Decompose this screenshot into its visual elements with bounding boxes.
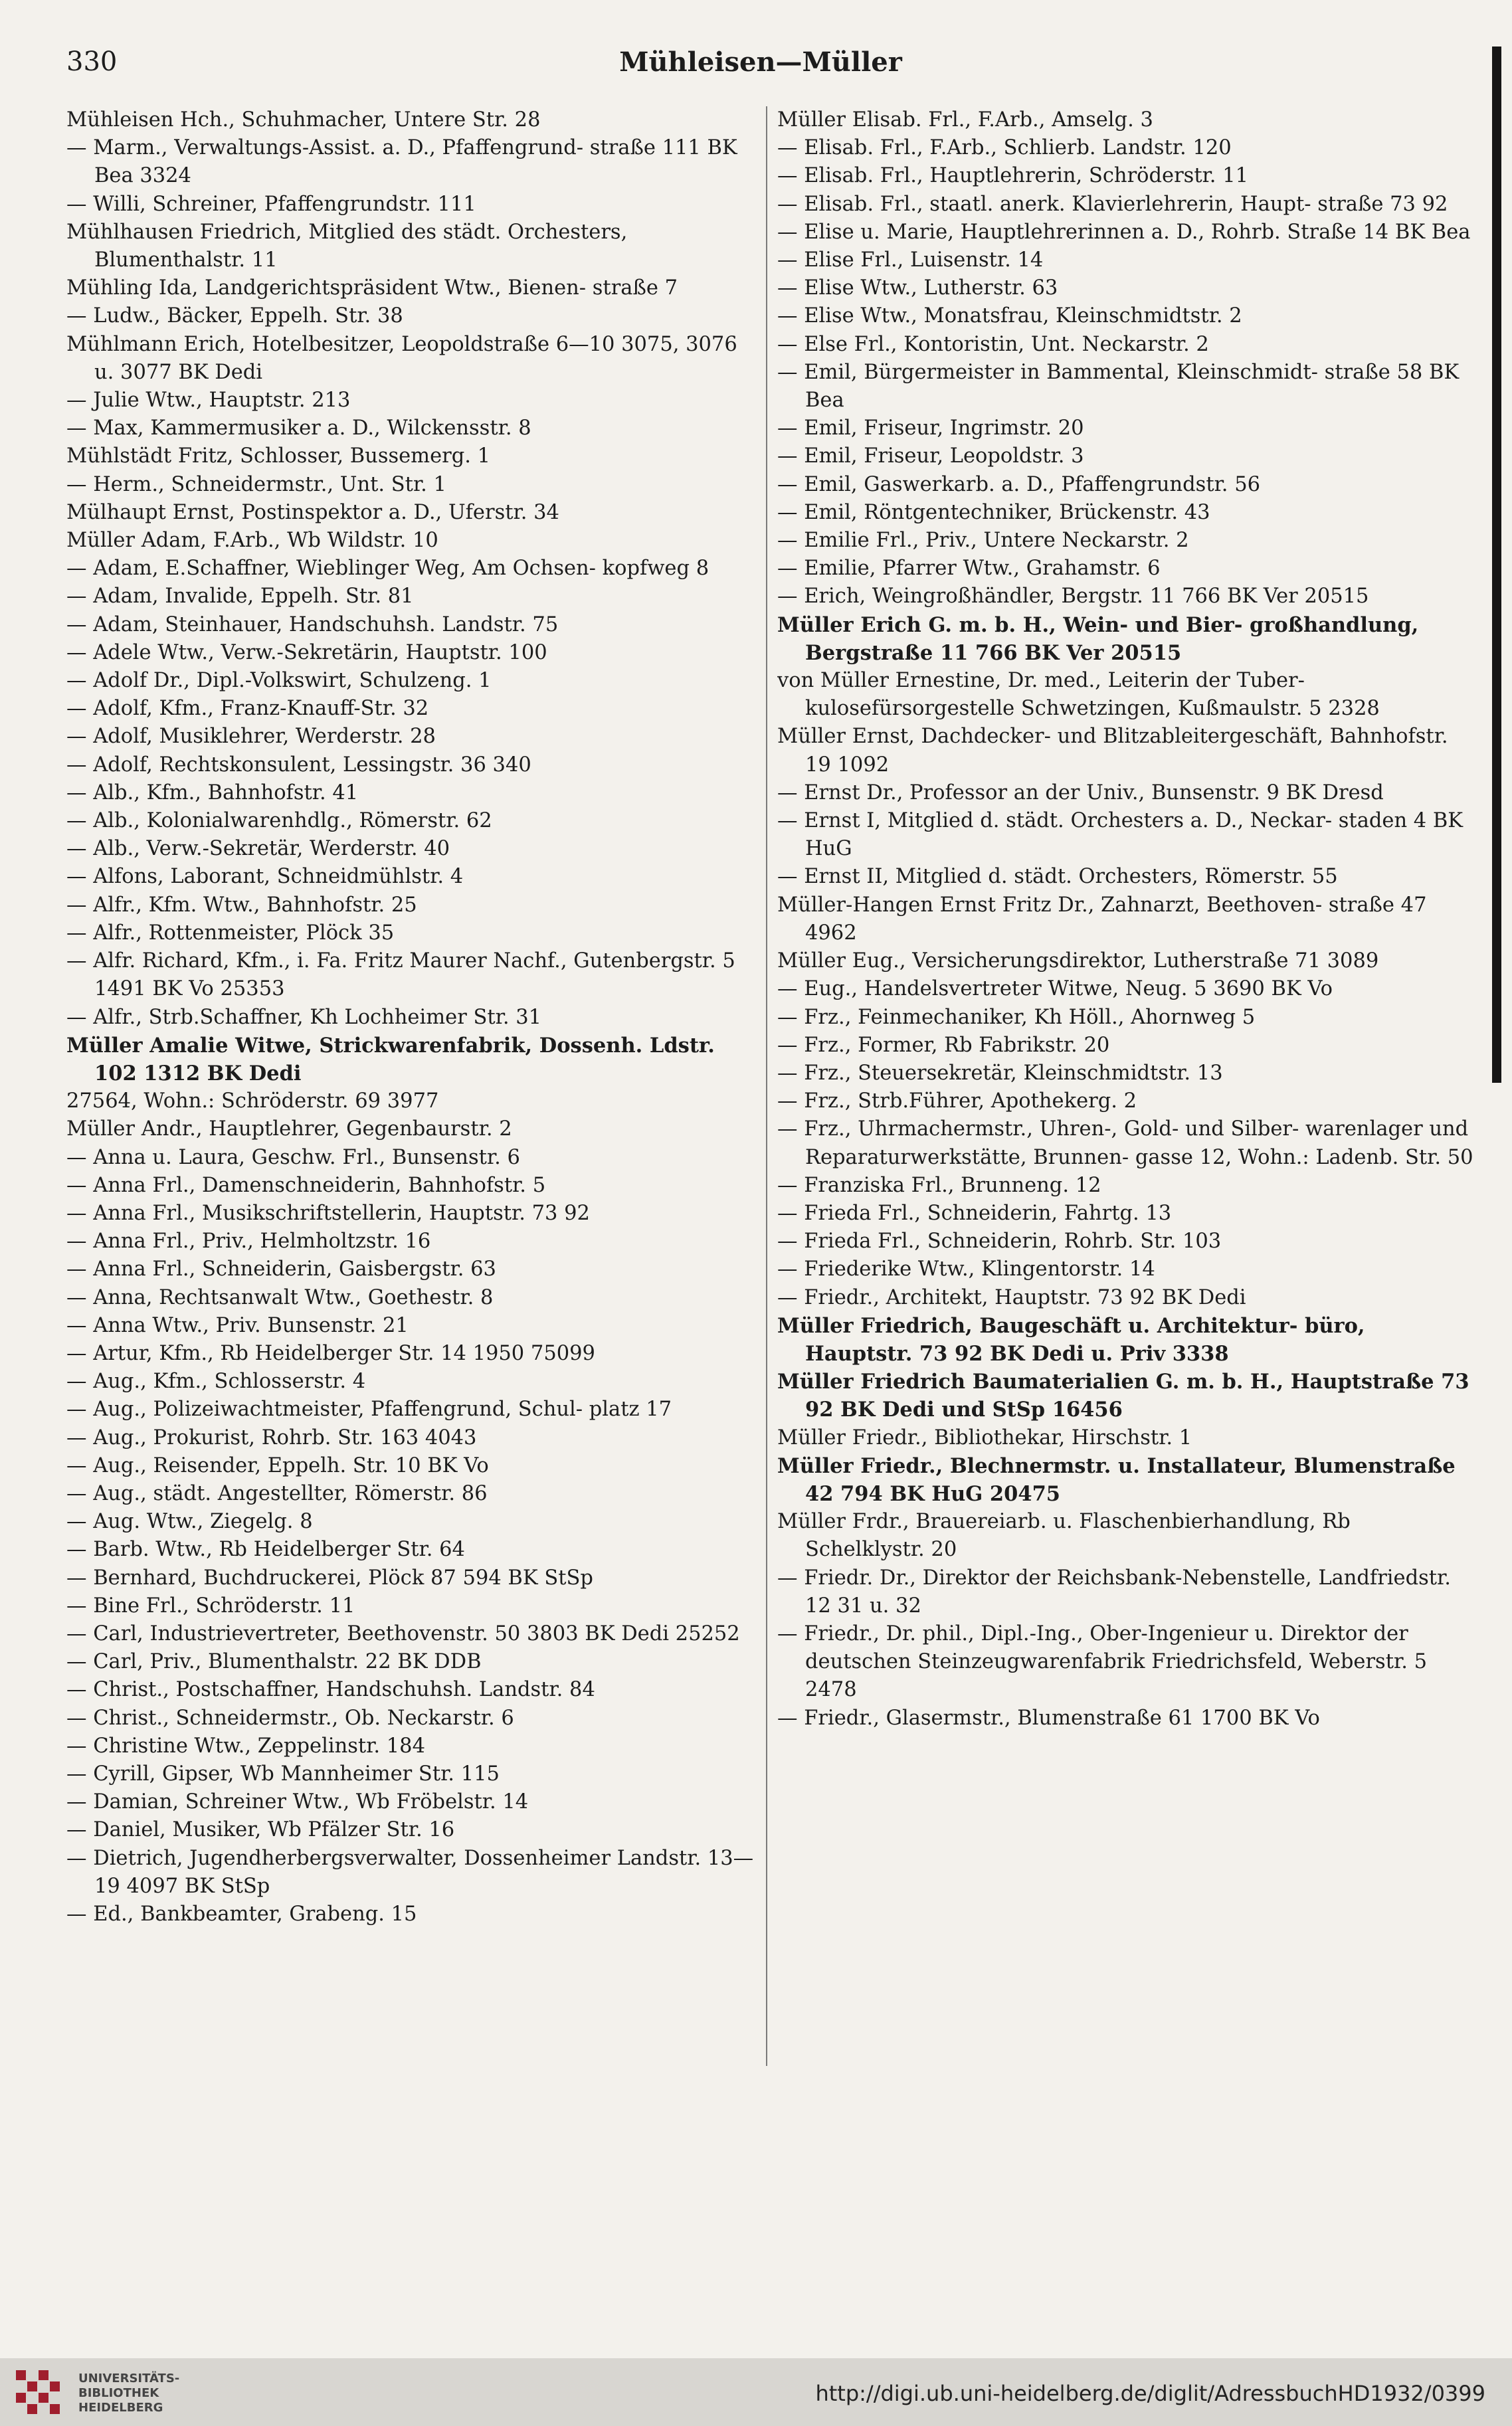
logo-square bbox=[39, 2393, 48, 2403]
directory-entry: Müller Amalie Witwe, Strickwarenfabrik, Dossenh. Ldstr. 102 1312 BK Dedi bbox=[66, 1033, 715, 1085]
directory-entry: — Adam, Invalide, Eppelh. Str. 81 bbox=[66, 585, 414, 608]
directory-entry: — Adam, E.Schaffner, Wieblinger Weg, Am Ochsen- kopfweg 8 bbox=[66, 557, 709, 581]
logo-square bbox=[50, 2381, 60, 2391]
directory-entry: — Friedr., Architekt, Hauptstr. 73 92 BK Dedi bbox=[777, 1285, 1246, 1309]
directory-entry: — Anna Wtw., Priv. Bunsenstr. 21 bbox=[66, 1313, 409, 1337]
directory-entry: — Emil, Gaswerkarb. a. D., Pfaffengrundstr. 56 bbox=[777, 472, 1261, 496]
directory-entry: — Frz., Uhrmachermstr., Uhren-, Gold- und Silber- warenlager und Reparaturwerkstätte, Brunnen- gasse 12, Wohn.: Ladenb. Str. 50 bbox=[777, 1117, 1473, 1169]
directory-entry: — Aug., Polizeiwachtmeister, Pfaffengrund, Schul- platz 17 bbox=[66, 1398, 672, 1422]
directory-entry: — Elisab. Frl., Hauptlehrerin, Schröderstr. 11 bbox=[777, 164, 1249, 188]
directory-entry: — Anna Frl., Damenschneiderin, Bahnhofstr. 5 bbox=[66, 1173, 546, 1197]
university-library-logo-icon bbox=[12, 2366, 64, 2418]
page-number: 330 bbox=[66, 47, 118, 77]
directory-entry: — Anna, Rechtsanwalt Wtw., Goethestr. 8 bbox=[66, 1285, 494, 1309]
directory-entry: — Elise Wtw., Lutherstr. 63 bbox=[777, 276, 1058, 300]
page-title: Mühleisen—Müller bbox=[619, 47, 902, 78]
directory-entry: — Herm., Schneidermstr., Unt. Str. 1 bbox=[66, 472, 446, 496]
directory-entry: — Else Frl., Kontoristin, Unt. Neckarstr. 2 bbox=[777, 332, 1209, 356]
directory-entry: — Eug., Handelsvertreter Witwe, Neug. 5 3690 BK Vo bbox=[777, 977, 1333, 1001]
directory-entry: Müller Ernst, Dachdecker- und Blitzableitergeschäft, Bahnhofstr. 19 1092 bbox=[777, 725, 1448, 777]
directory-entry: — Christ., Schneidermstr., Ob. Neckarstr. 6 bbox=[66, 1706, 514, 1730]
directory-entry: — Aug., Prokurist, Rohrb. Str. 163 4043 bbox=[66, 1426, 477, 1449]
directory-entry: — Elisab. Frl., F.Arb., Schlierb. Landstr. 120 bbox=[777, 136, 1232, 160]
directory-entry: — Carl, Industrievertreter, Beethovenstr. 50 3803 BK Dedi 25252 bbox=[66, 1622, 740, 1645]
logo-square bbox=[16, 2370, 26, 2380]
directory-entry: — Damian, Schreiner Wtw., Wb Fröbelstr. 14 bbox=[66, 1790, 529, 1814]
directory-entry: — Friedr. Dr., Direktor der Reichsbank-Nebenstelle, Landfriedstr. 12 31 u. 32 bbox=[777, 1566, 1451, 1618]
edge-bar bbox=[1492, 47, 1501, 1083]
directory-entry: — Ludw., Bäcker, Eppelh. Str. 38 bbox=[66, 304, 403, 328]
page-header bbox=[66, 47, 1455, 86]
directory-entry: — Artur, Kfm., Rb Heidelberger Str. 14 1950 75099 bbox=[66, 1341, 595, 1365]
directory-entry: Mülhaupt Ernst, Postinspektor a. D., Uferstr. 34 bbox=[66, 500, 559, 524]
directory-entry: — Cyrill, Gipser, Wb Mannheimer Str. 115 bbox=[66, 1762, 500, 1786]
directory-entry: — Alb., Kfm., Bahnhofstr. 41 bbox=[66, 781, 359, 804]
logo-square bbox=[27, 2381, 37, 2391]
directory-entry: von Müller Ernestine, Dr. med., Leiterin der Tuber- kulosefürsorgestelle Schwetzingen, Kußmaulstr. 5 2328 bbox=[777, 669, 1380, 721]
directory-entry: — Christ., Postschaffner, Handschuhsh. Landstr. 84 bbox=[66, 1678, 595, 1702]
logo-square bbox=[50, 2404, 60, 2414]
directory-entry: — Alfr., Rottenmeister, Plöck 35 bbox=[66, 921, 395, 945]
directory-entry: — Bine Frl., Schröderstr. 11 bbox=[66, 1594, 355, 1618]
directory-entry: — Emilie, Pfarrer Wtw., Grahamstr. 6 bbox=[777, 557, 1161, 581]
logo-square bbox=[39, 2370, 48, 2380]
library-line-2: BIBLIOTHEK bbox=[78, 2386, 159, 2400]
library-line-1: UNIVERSITÄTS- bbox=[78, 2372, 180, 2385]
directory-entry: Mühlstädt Fritz, Schlosser, Bussemerg. 1 bbox=[66, 444, 491, 468]
right-column bbox=[777, 106, 1475, 2066]
directory-entry: Müller Friedrich Baumaterialien G. m. b. H., Hauptstraße 73 92 BK Dedi und StSp 16456 bbox=[777, 1370, 1469, 1422]
directory-entry: — Frz., Steuersekretär, Kleinschmidtstr. 13 bbox=[777, 1061, 1223, 1085]
directory-entry: Müller Eug., Versicherungsdirektor, Lutherstraße 71 3089 bbox=[777, 949, 1379, 973]
directory-entry: Mühling Ida, Landgerichtspräsident Wtw., Bienen- straße 7 bbox=[66, 276, 678, 300]
directory-entry: — Aug., Kfm., Schlosserstr. 4 bbox=[66, 1370, 366, 1394]
directory-entry: — Frieda Frl., Schneiderin, Rohrb. Str. 103 bbox=[777, 1230, 1222, 1254]
directory-entry: — Bernhard, Buchdruckerei, Plöck 87 594 BK StSp bbox=[66, 1566, 593, 1590]
directory-entry: — Adolf Dr., Dipl.-Volkswirt, Schulzeng. 1 bbox=[66, 669, 492, 693]
directory-entry: — Frz., Feinmechaniker, Kh Höll., Ahornweg 5 bbox=[777, 1005, 1256, 1029]
directory-entry: Müller Andr., Hauptlehrer, Gegenbaurstr. 2 bbox=[66, 1117, 512, 1141]
directory-entry: — Alfr., Kfm. Wtw., Bahnhofstr. 25 bbox=[66, 893, 417, 917]
directory-entry: — Elise Wtw., Monatsfrau, Kleinschmidtstr. 2 bbox=[777, 304, 1242, 328]
directory-entry: — Ernst Dr., Professor an der Univ., Bunsenstr. 9 BK Dresd bbox=[777, 781, 1384, 804]
directory-entry: — Anna u. Laura, Geschw. Frl., Bunsenstr. 6 bbox=[66, 1145, 520, 1169]
directory-entry: — Friedr., Glasermstr., Blumenstraße 61 1700 BK Vo bbox=[777, 1706, 1320, 1730]
directory-entry: — Frieda Frl., Schneiderin, Fahrtg. 13 bbox=[777, 1201, 1172, 1225]
directory-entry: — Franziska Frl., Brunneng. 12 bbox=[777, 1173, 1101, 1197]
directory-entry: — Frz., Strb.Führer, Apothekerg. 2 bbox=[777, 1089, 1137, 1113]
directory-entry: Mühleisen Hch., Schuhmacher, Untere Str. 28 bbox=[66, 108, 541, 132]
directory-entry: — Friederike Wtw., Klingentorstr. 14 bbox=[777, 1258, 1155, 1281]
directory-entry: — Aug., Reisender, Eppelh. Str. 10 BK Vo bbox=[66, 1453, 489, 1477]
directory-entry: — Alfr., Strb.Schaffner, Kh Lochheimer Str. 31 bbox=[66, 1005, 542, 1029]
directory-entry: — Aug., städt. Angestellter, Römerstr. 86 bbox=[66, 1481, 488, 1505]
directory-entry: Müller Adam, F.Arb., Wb Wildstr. 10 bbox=[66, 529, 438, 553]
directory-entry: — Alb., Verw.-Sekretär, Werderstr. 40 bbox=[66, 837, 450, 861]
directory-entry: — Aug. Wtw., Ziegelg. 8 bbox=[66, 1510, 313, 1534]
directory-entry: — Emil, Friseur, Leopoldstr. 3 bbox=[777, 444, 1084, 468]
directory-entry: — Ed., Bankbeamter, Grabeng. 15 bbox=[66, 1903, 417, 1926]
directory-entry: Müller Friedr., Blechnermstr. u. Installateur, Blumenstraße 42 794 BK HuG 20475 bbox=[777, 1453, 1456, 1506]
directory-entry: — Max, Kammermusiker a. D., Wilckensstr. 8 bbox=[66, 417, 531, 440]
directory-entry: Mühlmann Erich, Hotelbesitzer, Leopoldstraße 6—10 3075, 3076 u. 3077 BK Dedi bbox=[66, 332, 737, 384]
left-column bbox=[66, 106, 757, 2066]
directory-entry: — Anna Frl., Priv., Helmholtzstr. 16 bbox=[66, 1230, 431, 1254]
directory-entry: — Dietrich, Jugendherbergsverwalter, Dossenheimer Landstr. 13—19 4097 BK StSp bbox=[66, 1846, 754, 1898]
source-url-link[interactable]: http://digi.ub.uni-heidelberg.de/diglit/AdressbuchHD1932/0399 bbox=[815, 2381, 1485, 2406]
column-divider bbox=[766, 106, 767, 2066]
directory-entry: — Adolf, Musiklehrer, Werderstr. 28 bbox=[66, 725, 436, 749]
directory-entry: — Barb. Wtw., Rb Heidelberger Str. 64 bbox=[66, 1538, 465, 1562]
footer-bar bbox=[0, 2358, 1512, 2426]
library-name bbox=[78, 2372, 179, 2415]
directory-entry: Müller Elisab. Frl., F.Arb., Amselg. 3 bbox=[777, 108, 1153, 132]
directory-entry: Müller Friedr., Bibliothekar, Hirschstr. 1 bbox=[777, 1426, 1192, 1449]
logo-square bbox=[16, 2393, 26, 2403]
directory-entry: Müller Erich G. m. b. H., Wein- und Bier- großhandlung, Bergstraße 11 766 BK Ver 20515 bbox=[777, 612, 1419, 665]
directory-entry: — Emil, Bürgermeister in Bammental, Kleinschmidt- straße 58 BK Bea bbox=[777, 360, 1460, 413]
directory-entry: — Elise u. Marie, Hauptlehrerinnen a. D., Rohrb. Straße 14 BK Bea bbox=[777, 220, 1471, 244]
directory-entry: — Friedr., Dr. phil., Dipl.-Ing., Ober-Ingenieur u. Direktor der deutschen Steinzeugwarenfabrik Friedrichsfeld, Weberstr. 5 2478 bbox=[777, 1622, 1427, 1702]
directory-entry: — Alfons, Laborant, Schneidmühlstr. 4 bbox=[66, 865, 464, 889]
directory-entry: — Adolf, Kfm., Franz-Knauff-Str. 32 bbox=[66, 697, 429, 721]
library-line-3: HEIDELBERG bbox=[78, 2401, 163, 2415]
directory-entry: — Alfr. Richard, Kfm., i. Fa. Fritz Maurer Nachf., Gutenbergstr. 5 1491 BK Vo 25353 bbox=[66, 949, 735, 1001]
directory-entry: — Elisab. Frl., staatl. anerk. Klavierlehrerin, Haupt- straße 73 92 bbox=[777, 192, 1448, 216]
directory-entry: — Christine Wtw., Zeppelinstr. 184 bbox=[66, 1734, 425, 1758]
directory-entry: — Daniel, Musiker, Wb Pfälzer Str. 16 bbox=[66, 1818, 455, 1842]
directory-entry: — Ernst I, Mitglied d. städt. Orchesters a. D., Neckar- staden 4 BK HuG bbox=[777, 809, 1464, 861]
directory-entry: — Anna Frl., Musikschriftstellerin, Hauptstr. 73 92 bbox=[66, 1201, 590, 1225]
directory-entry: 27564, Wohn.: Schröderstr. 69 3977 bbox=[66, 1089, 439, 1113]
directory-entry: Müller-Hangen Ernst Fritz Dr., Zahnarzt, Beethoven- straße 47 4962 bbox=[777, 893, 1427, 945]
directory-entry: — Anna Frl., Schneiderin, Gaisbergstr. 63 bbox=[66, 1258, 496, 1281]
directory-entry: — Willi, Schreiner, Pfaffengrundstr. 111 bbox=[66, 192, 476, 216]
directory-entry: — Adele Wtw., Verw.-Sekretärin, Hauptstr. 100 bbox=[66, 640, 547, 664]
directory-entry: Müller Friedrich, Baugeschäft u. Architektur- büro, Hauptstr. 73 92 BK Dedi u. Priv 3338 bbox=[777, 1313, 1365, 1366]
directory-entry: — Erich, Weingroßhändler, Bergstr. 11 766 BK Ver 20515 bbox=[777, 585, 1369, 608]
directory-entry: — Adam, Steinhauer, Handschuhsh. Landstr. 75 bbox=[66, 612, 559, 636]
directory-entry: — Frz., Former, Rb Fabrikstr. 20 bbox=[777, 1033, 1110, 1057]
directory-entry: — Adolf, Rechtskonsulent, Lessingstr. 36 340 bbox=[66, 753, 531, 777]
directory-entry: — Alb., Kolonialwarenhdlg., Römerstr. 62 bbox=[66, 809, 492, 833]
directory-entry: — Carl, Priv., Blumenthalstr. 22 BK DDB bbox=[66, 1650, 482, 1674]
directory-entry: — Emilie Frl., Priv., Untere Neckarstr. 2 bbox=[777, 529, 1189, 553]
directory-entry: Müller Frdr., Brauereiarb. u. Flaschenbierhandlung, Rb Schelklystr. 20 bbox=[777, 1510, 1351, 1562]
directory-entry: — Ernst II, Mitglied d. städt. Orchesters, Römerstr. 55 bbox=[777, 865, 1338, 889]
directory-entry: — Emil, Röntgentechniker, Brückenstr. 43 bbox=[777, 500, 1210, 524]
directory-entry: — Julie Wtw., Hauptstr. 213 bbox=[66, 389, 351, 413]
logo-square bbox=[27, 2404, 37, 2414]
directory-entry: — Elise Frl., Luisenstr. 14 bbox=[777, 248, 1044, 272]
directory-entry: — Emil, Friseur, Ingrimstr. 20 bbox=[777, 417, 1084, 440]
directory-entry: — Marm., Verwaltungs-Assist. a. D., Pfaffengrund- straße 111 BK Bea 3324 bbox=[66, 136, 737, 188]
directory-entry: Mühlhausen Friedrich, Mitglied des städt. Orchesters, Blumenthalstr. 11 bbox=[66, 220, 628, 272]
